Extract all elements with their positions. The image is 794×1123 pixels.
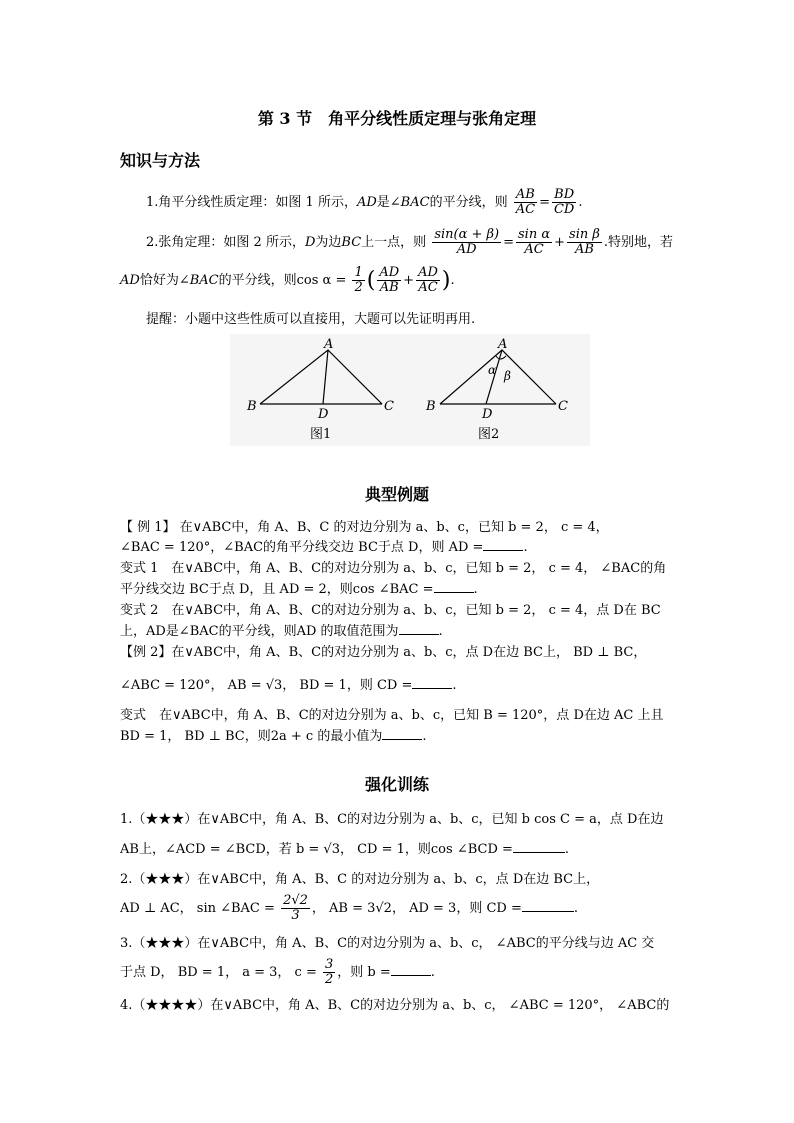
k2-lparen: ( xyxy=(366,268,376,293)
t3-fraction xyxy=(323,958,335,987)
ex1-answer-blank xyxy=(483,538,523,551)
k2-line2-c: ∠BAC xyxy=(178,273,219,288)
k2-mid2: 上一点，则 xyxy=(361,235,427,250)
figures-image xyxy=(230,334,590,446)
fig2-label-c: C xyxy=(558,399,568,414)
training-1-line-1: 1.（★★★）在∨ABC中，角 A、B、C的对边分别为 a、b、c，已知 b cos C = a，点 D在边 xyxy=(120,812,664,827)
ex1-text: ∠BAC = 120°，∠BAC的角平分线交边 BC于点 D，则 AD = xyxy=(120,540,484,555)
knowledge-item-1 xyxy=(146,188,582,217)
t2-text-a: AD ⊥ AC， sin ∠BAC = xyxy=(120,901,275,916)
k1-angle: ∠BAC xyxy=(389,195,430,210)
t3-answer-blank xyxy=(391,963,431,976)
section-examples-heading: 典型例题 xyxy=(364,485,429,504)
ex2-end: . xyxy=(452,678,457,693)
k1-f2-den: CD xyxy=(553,202,575,217)
fig2-label-alpha: α xyxy=(488,363,497,377)
t2-end: . xyxy=(573,901,578,916)
page-title: 第 3 节 角平分线性质定理与张角定理 xyxy=(257,109,537,128)
t1-text: AB上，∠ACD = ∠BCD，若 b = √3， CD = 1，则cos ∠BCD = xyxy=(120,842,513,857)
figure-background xyxy=(230,334,590,446)
variant-3-line-1: 变式 在∨ABC中，角 A、B、C的对边分别为 a、b、c，已知 B = 120°，点 D在边 AC 上且 xyxy=(120,708,664,723)
fig2-label-a: A xyxy=(498,337,508,352)
k2-suffix: .特别地，若 xyxy=(603,235,674,250)
k2-g1-num: AD xyxy=(379,265,400,280)
reminder-text: 提醒：小题中这些性质可以直接用，大题可以先证明再用. xyxy=(146,312,476,327)
ex2-answer-blank xyxy=(412,676,452,689)
example-1-line-2 xyxy=(120,536,528,555)
t2-answer-blank xyxy=(522,899,574,912)
fig1-label-d: D xyxy=(318,407,329,422)
k2-rparen: ) xyxy=(441,268,451,293)
k2-plus-2: + xyxy=(403,273,415,288)
variant-3-line-2 xyxy=(120,725,426,744)
k2-g2-num: AD xyxy=(418,265,438,280)
k2-fraction-2 xyxy=(516,228,552,257)
v1-answer-blank xyxy=(434,580,474,593)
v1-end: . xyxy=(473,582,478,597)
knowledge-item-2-line-1 xyxy=(146,228,673,257)
ex1-end: . xyxy=(523,540,528,555)
k2-cos: cos α = xyxy=(296,273,347,288)
t3-end: . xyxy=(430,965,435,980)
k2-end: . xyxy=(450,273,455,288)
k2-plus: + xyxy=(554,235,566,250)
k2-f3-num: sin β xyxy=(569,227,600,242)
k2-half-num: 1 xyxy=(354,265,363,280)
k1-f1-num: AB xyxy=(514,188,537,203)
k2-line2-d: 的平分线，则 xyxy=(218,273,297,288)
example-2-line-2 xyxy=(120,674,456,693)
v2-text: 上，AD是∠BAC的平分线，则AD 的取值范围为 xyxy=(120,624,399,639)
k2-g2-den: AC xyxy=(418,280,438,295)
training-3-line-2 xyxy=(120,958,435,987)
fig1-label-a: A xyxy=(324,337,334,352)
t2-fraction xyxy=(281,894,310,923)
fig1-label-b: B xyxy=(247,399,257,414)
t1-end: . xyxy=(564,842,570,857)
k2-f2-den: AC xyxy=(524,242,544,257)
fig2-label-d: D xyxy=(482,407,493,422)
section-training-heading: 强化训练 xyxy=(364,775,429,794)
t2-frac-den: 3 xyxy=(291,908,300,923)
t3-frac-den: 2 xyxy=(324,972,334,987)
variant-1-line-1: 变式 1 在∨ABC中，角 A、B、C的对边分别为 a、b、c，已知 b = 2， c = 4， ∠BAC的角 xyxy=(120,561,667,576)
k1-end: . xyxy=(578,195,583,210)
v3-text: BD = 1， BD ⊥ BC，则2a + c 的最小值为 xyxy=(120,729,383,744)
t3-text-b: ，则 b = xyxy=(337,965,391,980)
k2-g1 xyxy=(377,266,401,295)
k2-bc: BC xyxy=(341,235,362,250)
k2-d: D xyxy=(304,235,316,250)
k1-ad: AD xyxy=(356,195,377,210)
k2-f1-den: AD xyxy=(456,242,477,257)
example-1-line-1: 【 例 1】 在∨ABC中，角 A、B、C 的对边分别为 a、b、c，已知 b = 2， c = 4， xyxy=(120,520,609,535)
t1-answer-blank xyxy=(513,840,565,853)
k2-f1-num: sin(α + β) xyxy=(434,227,500,242)
training-3-line-1: 3.（★★★）在∨ABC中，角 A、B、C的对边分别为 a、b、c， ∠ABC的平分线与边 AC 交 xyxy=(120,936,655,951)
k1-prefix: 1.角平分线性质定理：如图 1 所示， xyxy=(146,195,357,210)
t2-text-b: ， AB = 3√2， AD = 3，则 CD = xyxy=(311,901,522,916)
k1-f2-num: BD xyxy=(552,188,576,203)
v3-answer-blank xyxy=(382,727,422,740)
k1-suffix: 的平分线，则 xyxy=(429,195,508,210)
v2-end: . xyxy=(438,624,443,639)
variant-2-line-1: 变式 2 在∨ABC中，角 A、B、C的对边分别为 a、b、c，已知 b = 2， c = 4，点 D在 BC xyxy=(120,603,661,618)
variant-1-line-2 xyxy=(120,578,478,597)
ex2-text: ∠ABC = 120°， AB = √3， BD = 1，则 CD = xyxy=(120,678,413,693)
knowledge-item-2-line-2 xyxy=(120,266,455,295)
training-4-line-1: 4.（★★★★）在∨ABC中，角 A、B、C的对边分别为 a、b、c， ∠ABC = 120°， ∠ABC的 xyxy=(120,998,670,1013)
fig2-label-b: B xyxy=(426,399,436,414)
k2-eq: = xyxy=(503,235,515,250)
v2-answer-blank xyxy=(399,622,439,635)
training-2-line-1: 2.（★★★）在∨ABC中，角 A、B、C 的对边分别为 a、b、c，点 D在边 BC上， xyxy=(120,872,600,887)
training-1-line-2 xyxy=(120,838,569,857)
k2-fraction-3 xyxy=(567,228,602,257)
k2-mid: 为边 xyxy=(315,235,342,250)
t3-text-a: 于点 D， BD = 1， a = 3， c = xyxy=(120,965,317,980)
k2-fraction-1 xyxy=(432,228,501,257)
k2-g2 xyxy=(416,266,440,295)
k2-g1-den: AB xyxy=(379,280,399,295)
k1-mid: 是 xyxy=(376,195,390,210)
k2-half-den: 2 xyxy=(354,280,363,295)
variant-2-line-2 xyxy=(120,620,443,639)
fig1-label-c: C xyxy=(384,399,394,414)
fig2-label-beta: β xyxy=(504,369,511,383)
v3-end: . xyxy=(422,729,427,744)
k1-eq: = xyxy=(539,195,550,210)
fig1-caption: 图1 xyxy=(310,427,332,442)
training-2-line-2 xyxy=(120,894,578,923)
k2-line2-a: AD xyxy=(120,273,140,288)
v1-text: 平分线交边 BC于点 D，且 AD = 2，则cos ∠BAC = xyxy=(120,582,434,597)
k1-f1-den: AC xyxy=(515,202,536,217)
k1-fraction-2 xyxy=(552,188,576,217)
t3-frac-num: 3 xyxy=(324,957,334,972)
fig2-caption: 图2 xyxy=(478,427,500,442)
k2-half xyxy=(352,266,364,295)
example-2-line-1: 【例 2】在∨ABC中，角 A、B、C的对边分别为 a、b、c，点 D在边 BC上， BD ⊥ BC， xyxy=(120,645,647,660)
k2-prefix: 2.张角定理：如图 2 所示， xyxy=(146,235,305,250)
k2-f3-den: AB xyxy=(575,242,594,257)
k2-line2-b: 恰好为 xyxy=(139,273,179,288)
section-knowledge-heading: 知识与方法 xyxy=(120,151,201,170)
k2-f2-num: sin α xyxy=(518,227,551,242)
k1-fraction-1 xyxy=(514,188,537,217)
t2-frac-num: 2√2 xyxy=(283,893,308,908)
